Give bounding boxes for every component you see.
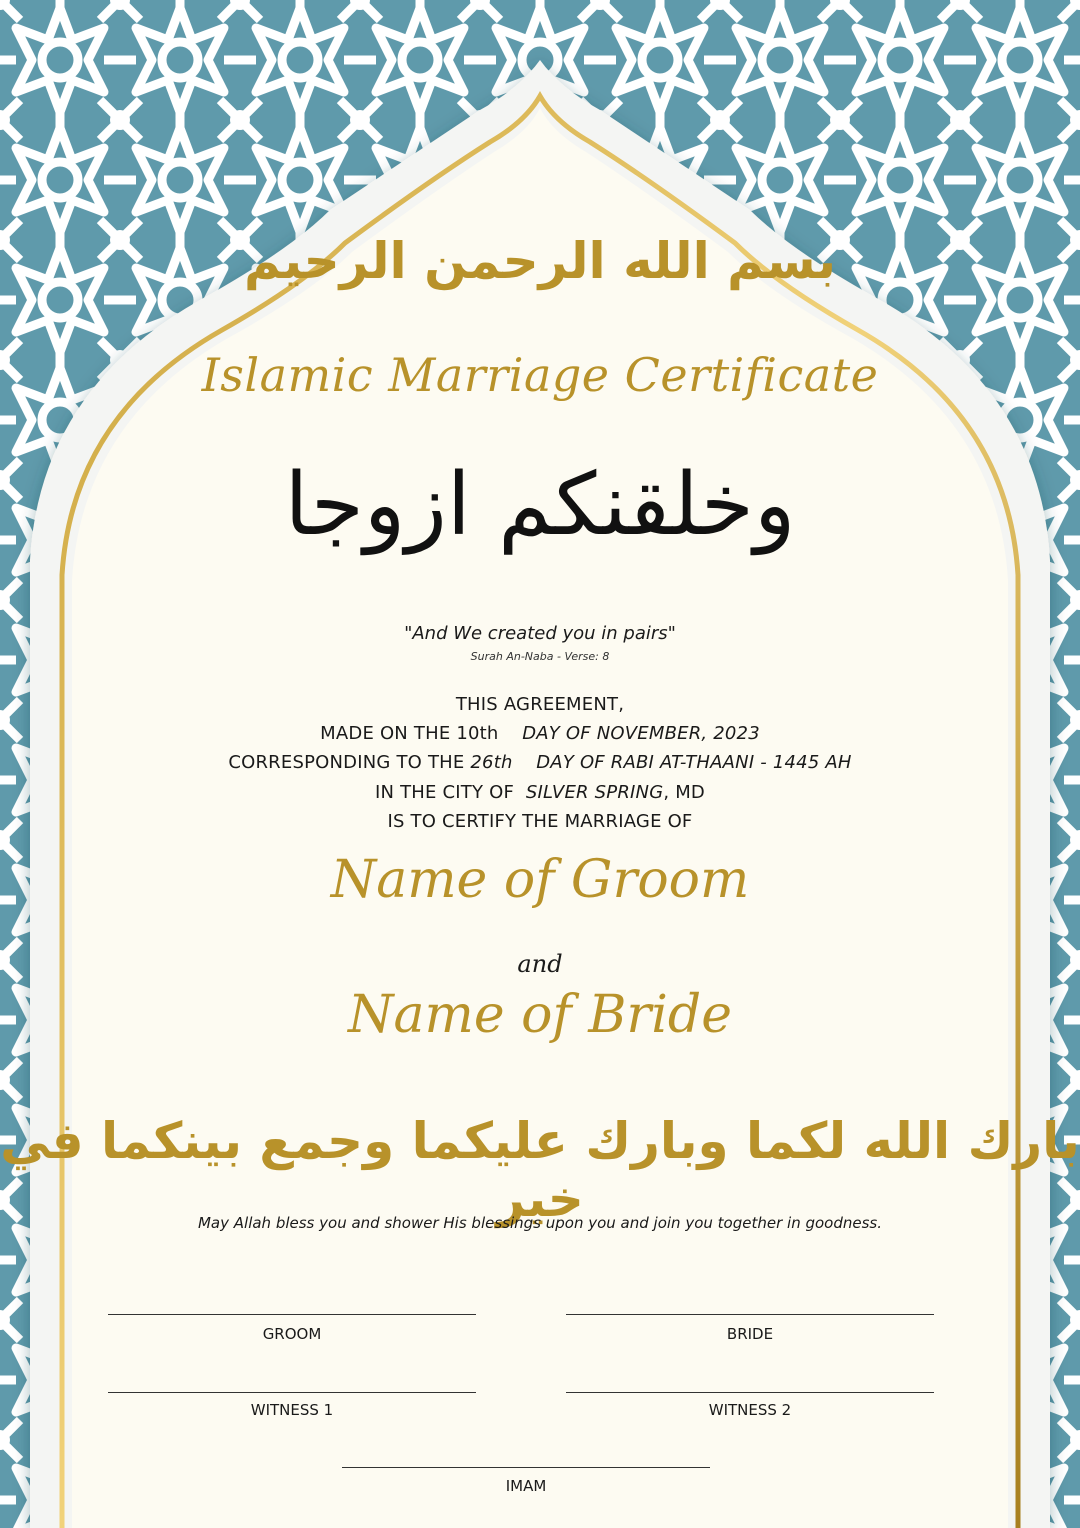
- hijri-day: 26th: [470, 752, 513, 773]
- made-on-date-label: MADE ON THE 10th: [320, 723, 499, 744]
- imam-signature-label: IMAM: [505, 1477, 547, 1495]
- bismillah-calligraphy: بسم الله الرحمن الرحيم: [244, 232, 836, 290]
- verse-translation: "And We created you in pairs": [404, 623, 676, 644]
- witness1-signature-label: WITNESS 1: [250, 1401, 334, 1419]
- blessing-translation: May Allah bless you and shower His blessings upon you and join you together in goodness.: [197, 1214, 882, 1232]
- and-connector: and: [517, 950, 563, 978]
- verse-reference: Surah An-Naba - Verse: 8: [470, 650, 610, 663]
- groom-signature-label: GROOM: [262, 1325, 322, 1343]
- certificate-title: Islamic Marriage Certificate: [201, 348, 879, 402]
- imam-signature-line[interactable]: [342, 1467, 710, 1468]
- city-label: IN THE CITY OF: [375, 782, 515, 803]
- corresponding-label: CORRESPONDING TO THE: [228, 752, 465, 773]
- agreement-line-4: [0, 782, 1080, 803]
- groom-name: Name of Groom: [330, 850, 750, 910]
- bride-name: Name of Bride: [348, 985, 732, 1045]
- gregorian-date: DAY OF NOVEMBER, 2023: [522, 723, 760, 744]
- groom-signature-line[interactable]: [108, 1314, 476, 1315]
- verse-calligraphy: وخلقنكم ازوجا: [284, 455, 796, 555]
- state-name: , MD: [663, 782, 705, 803]
- agreement-line-5: IS TO CERTIFY THE MARRIAGE OF: [387, 811, 693, 832]
- blessing-calligraphy: بارك الله لكما وبارك عليكما وجمع بينكما في خير: [0, 1112, 1080, 1228]
- witness2-signature-line[interactable]: [566, 1392, 934, 1393]
- bride-signature-line[interactable]: [566, 1314, 934, 1315]
- hijri-date: DAY OF RABI AT-THAANI - 1445 AH: [536, 752, 852, 773]
- witness1-signature-line[interactable]: [108, 1392, 476, 1393]
- agreement-line-3: [0, 752, 1080, 773]
- bride-signature-label: BRIDE: [726, 1325, 774, 1343]
- city-name: SILVER SPRING: [525, 782, 664, 803]
- witness2-signature-label: WITNESS 2: [708, 1401, 792, 1419]
- agreement-line-2: [0, 723, 1080, 744]
- agreement-line-1: THIS AGREEMENT,: [455, 694, 625, 715]
